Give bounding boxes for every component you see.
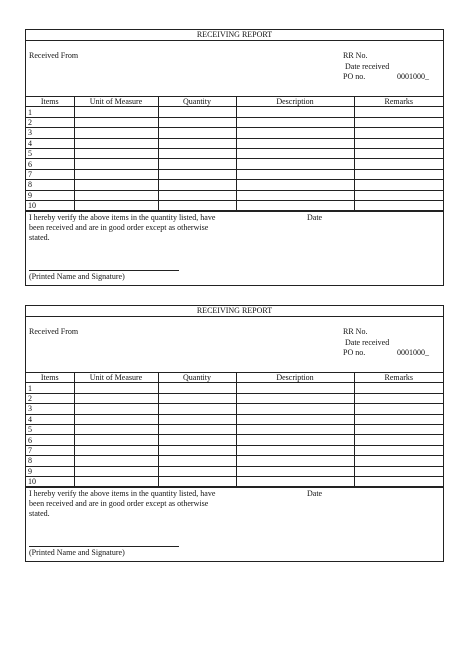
column-header: Remarks bbox=[354, 97, 443, 107]
item-number: 7 bbox=[26, 169, 74, 179]
table-row bbox=[26, 445, 443, 455]
table-cell[interactable] bbox=[158, 117, 236, 127]
table-cell[interactable] bbox=[74, 107, 158, 117]
column-header: Description bbox=[236, 373, 354, 383]
table-cell[interactable] bbox=[74, 128, 158, 138]
table-cell[interactable] bbox=[354, 107, 443, 117]
table-row bbox=[26, 466, 443, 476]
table-cell[interactable] bbox=[236, 169, 354, 179]
table-cell[interactable] bbox=[236, 200, 354, 210]
table-row bbox=[26, 138, 443, 148]
table-cell[interactable] bbox=[74, 393, 158, 403]
table-cell[interactable] bbox=[236, 117, 354, 127]
received-from-label: Received From bbox=[29, 51, 79, 60]
date-received-label: Date received bbox=[345, 338, 390, 347]
table-cell[interactable] bbox=[74, 383, 158, 393]
table-cell[interactable] bbox=[236, 435, 354, 445]
verification-section bbox=[26, 487, 443, 561]
date-received-label: Date received bbox=[345, 62, 390, 71]
table-cell[interactable] bbox=[158, 456, 236, 466]
table-cell[interactable] bbox=[236, 445, 354, 455]
table-row bbox=[26, 424, 443, 434]
report-title: RECEIVING REPORT bbox=[26, 306, 443, 317]
po-no-label: PO no. bbox=[343, 72, 366, 81]
table-cell[interactable] bbox=[158, 466, 236, 476]
table-row bbox=[26, 148, 443, 158]
table-cell[interactable] bbox=[354, 383, 443, 393]
date-label: Date bbox=[307, 213, 323, 223]
table-cell[interactable] bbox=[158, 424, 236, 434]
item-number: 3 bbox=[26, 128, 74, 138]
table-cell[interactable] bbox=[236, 190, 354, 200]
table-cell[interactable] bbox=[354, 148, 443, 158]
item-number: 2 bbox=[26, 117, 74, 127]
column-header: Items bbox=[26, 97, 74, 107]
table-cell[interactable] bbox=[354, 435, 443, 445]
table-cell[interactable] bbox=[236, 383, 354, 393]
table-cell[interactable] bbox=[236, 393, 354, 403]
receiving-report-2 bbox=[25, 305, 444, 562]
table-cell[interactable] bbox=[158, 138, 236, 148]
item-number: 1 bbox=[26, 107, 74, 117]
table-cell[interactable] bbox=[354, 138, 443, 148]
table-cell[interactable] bbox=[74, 435, 158, 445]
report-header bbox=[26, 41, 443, 97]
table-cell[interactable] bbox=[158, 107, 236, 117]
table-cell[interactable] bbox=[158, 159, 236, 169]
column-header: Quantity bbox=[158, 373, 236, 383]
item-number: 8 bbox=[26, 180, 74, 190]
table-cell[interactable] bbox=[74, 138, 158, 148]
table-cell[interactable] bbox=[236, 180, 354, 190]
table-cell[interactable] bbox=[74, 169, 158, 179]
table-cell[interactable] bbox=[158, 190, 236, 200]
item-number: 4 bbox=[26, 414, 74, 424]
item-number: 1 bbox=[26, 383, 74, 393]
item-number: 8 bbox=[26, 456, 74, 466]
po-number: 0001000_ bbox=[397, 348, 429, 357]
table-row bbox=[26, 117, 443, 127]
item-number: 5 bbox=[26, 148, 74, 158]
signature-line bbox=[29, 546, 179, 547]
table-cell[interactable] bbox=[158, 169, 236, 179]
signature-label: (Printed Name and Signature) bbox=[29, 548, 125, 558]
table-cell[interactable] bbox=[354, 456, 443, 466]
table-cell[interactable] bbox=[354, 190, 443, 200]
table-cell[interactable] bbox=[74, 117, 158, 127]
table-cell[interactable] bbox=[74, 404, 158, 414]
table-cell[interactable] bbox=[158, 435, 236, 445]
table-cell[interactable] bbox=[158, 476, 236, 486]
table-row bbox=[26, 159, 443, 169]
item-number: 9 bbox=[26, 466, 74, 476]
items-table bbox=[26, 97, 443, 211]
table-cell[interactable] bbox=[354, 393, 443, 403]
table-cell[interactable] bbox=[74, 148, 158, 158]
table-cell[interactable] bbox=[236, 404, 354, 414]
verification-text: I hereby verify the above items in the quantity listed, have been received and are in good order except as otherwise stated. bbox=[29, 213, 216, 243]
table-cell[interactable] bbox=[74, 414, 158, 424]
table-header-row bbox=[26, 373, 443, 383]
item-number: 4 bbox=[26, 138, 74, 148]
table-cell[interactable] bbox=[354, 424, 443, 434]
table-cell[interactable] bbox=[236, 159, 354, 169]
signature-label: (Printed Name and Signature) bbox=[29, 272, 125, 282]
table-cell[interactable] bbox=[354, 404, 443, 414]
date-label: Date bbox=[307, 489, 323, 499]
table-cell[interactable] bbox=[74, 190, 158, 200]
table-cell[interactable] bbox=[74, 456, 158, 466]
rr-no-label: RR No. bbox=[343, 327, 368, 336]
item-number: 10 bbox=[26, 476, 74, 486]
table-cell[interactable] bbox=[236, 466, 354, 476]
table-row bbox=[26, 200, 443, 210]
table-cell[interactable] bbox=[158, 404, 236, 414]
item-number: 7 bbox=[26, 445, 74, 455]
item-number: 2 bbox=[26, 393, 74, 403]
table-cell[interactable] bbox=[74, 476, 158, 486]
table-row bbox=[26, 169, 443, 179]
verification-text: I hereby verify the above items in the quantity listed, have been received and are in good order except as otherwise stated. bbox=[29, 489, 216, 519]
column-header: Items bbox=[26, 373, 74, 383]
table-row bbox=[26, 128, 443, 138]
item-number: 6 bbox=[26, 159, 74, 169]
items-table bbox=[26, 373, 443, 487]
signature-line bbox=[29, 270, 179, 271]
table-cell[interactable] bbox=[158, 383, 236, 393]
table-cell[interactable] bbox=[74, 445, 158, 455]
table-cell[interactable] bbox=[354, 128, 443, 138]
table-cell[interactable] bbox=[236, 128, 354, 138]
received-from-label: Received From bbox=[29, 327, 79, 336]
table-row bbox=[26, 456, 443, 466]
table-cell[interactable] bbox=[354, 180, 443, 190]
table-cell[interactable] bbox=[236, 456, 354, 466]
po-number: 0001000_ bbox=[397, 72, 429, 81]
table-row bbox=[26, 414, 443, 424]
item-number: 3 bbox=[26, 404, 74, 414]
item-number: 10 bbox=[26, 200, 74, 210]
table-row bbox=[26, 393, 443, 403]
table-cell[interactable] bbox=[74, 159, 158, 169]
item-number: 5 bbox=[26, 424, 74, 434]
table-cell[interactable] bbox=[158, 393, 236, 403]
table-cell[interactable] bbox=[236, 138, 354, 148]
table-cell[interactable] bbox=[236, 148, 354, 158]
table-cell[interactable] bbox=[236, 424, 354, 434]
table-cell[interactable] bbox=[354, 466, 443, 476]
table-row bbox=[26, 404, 443, 414]
table-cell[interactable] bbox=[158, 148, 236, 158]
rr-no-label: RR No. bbox=[343, 51, 368, 60]
table-cell[interactable] bbox=[354, 169, 443, 179]
table-row bbox=[26, 107, 443, 117]
table-row bbox=[26, 383, 443, 393]
table-cell[interactable] bbox=[74, 180, 158, 190]
table-cell[interactable] bbox=[158, 180, 236, 190]
table-cell[interactable] bbox=[354, 445, 443, 455]
table-cell[interactable] bbox=[354, 117, 443, 127]
column-header: Description bbox=[236, 97, 354, 107]
receiving-report-1 bbox=[25, 29, 444, 286]
report-title: RECEIVING REPORT bbox=[26, 30, 443, 41]
item-number: 9 bbox=[26, 190, 74, 200]
table-cell[interactable] bbox=[158, 445, 236, 455]
column-header: Unit of Measure bbox=[74, 373, 158, 383]
table-cell[interactable] bbox=[158, 200, 236, 210]
column-header: Unit of Measure bbox=[74, 97, 158, 107]
table-cell[interactable] bbox=[236, 107, 354, 117]
table-row bbox=[26, 180, 443, 190]
report-header bbox=[26, 317, 443, 373]
table-header-row bbox=[26, 97, 443, 107]
column-header: Remarks bbox=[354, 373, 443, 383]
table-cell[interactable] bbox=[74, 424, 158, 434]
po-no-label: PO no. bbox=[343, 348, 366, 357]
table-row bbox=[26, 435, 443, 445]
table-cell[interactable] bbox=[74, 200, 158, 210]
table-cell[interactable] bbox=[236, 414, 354, 424]
verification-section bbox=[26, 211, 443, 285]
item-number: 6 bbox=[26, 435, 74, 445]
table-cell[interactable] bbox=[354, 159, 443, 169]
table-row bbox=[26, 190, 443, 200]
table-row bbox=[26, 476, 443, 486]
table-cell[interactable] bbox=[354, 414, 443, 424]
table-cell[interactable] bbox=[158, 414, 236, 424]
table-cell[interactable] bbox=[158, 128, 236, 138]
table-cell[interactable] bbox=[236, 476, 354, 486]
table-cell[interactable] bbox=[74, 466, 158, 476]
table-cell[interactable] bbox=[354, 200, 443, 210]
table-cell[interactable] bbox=[354, 476, 443, 486]
column-header: Quantity bbox=[158, 97, 236, 107]
